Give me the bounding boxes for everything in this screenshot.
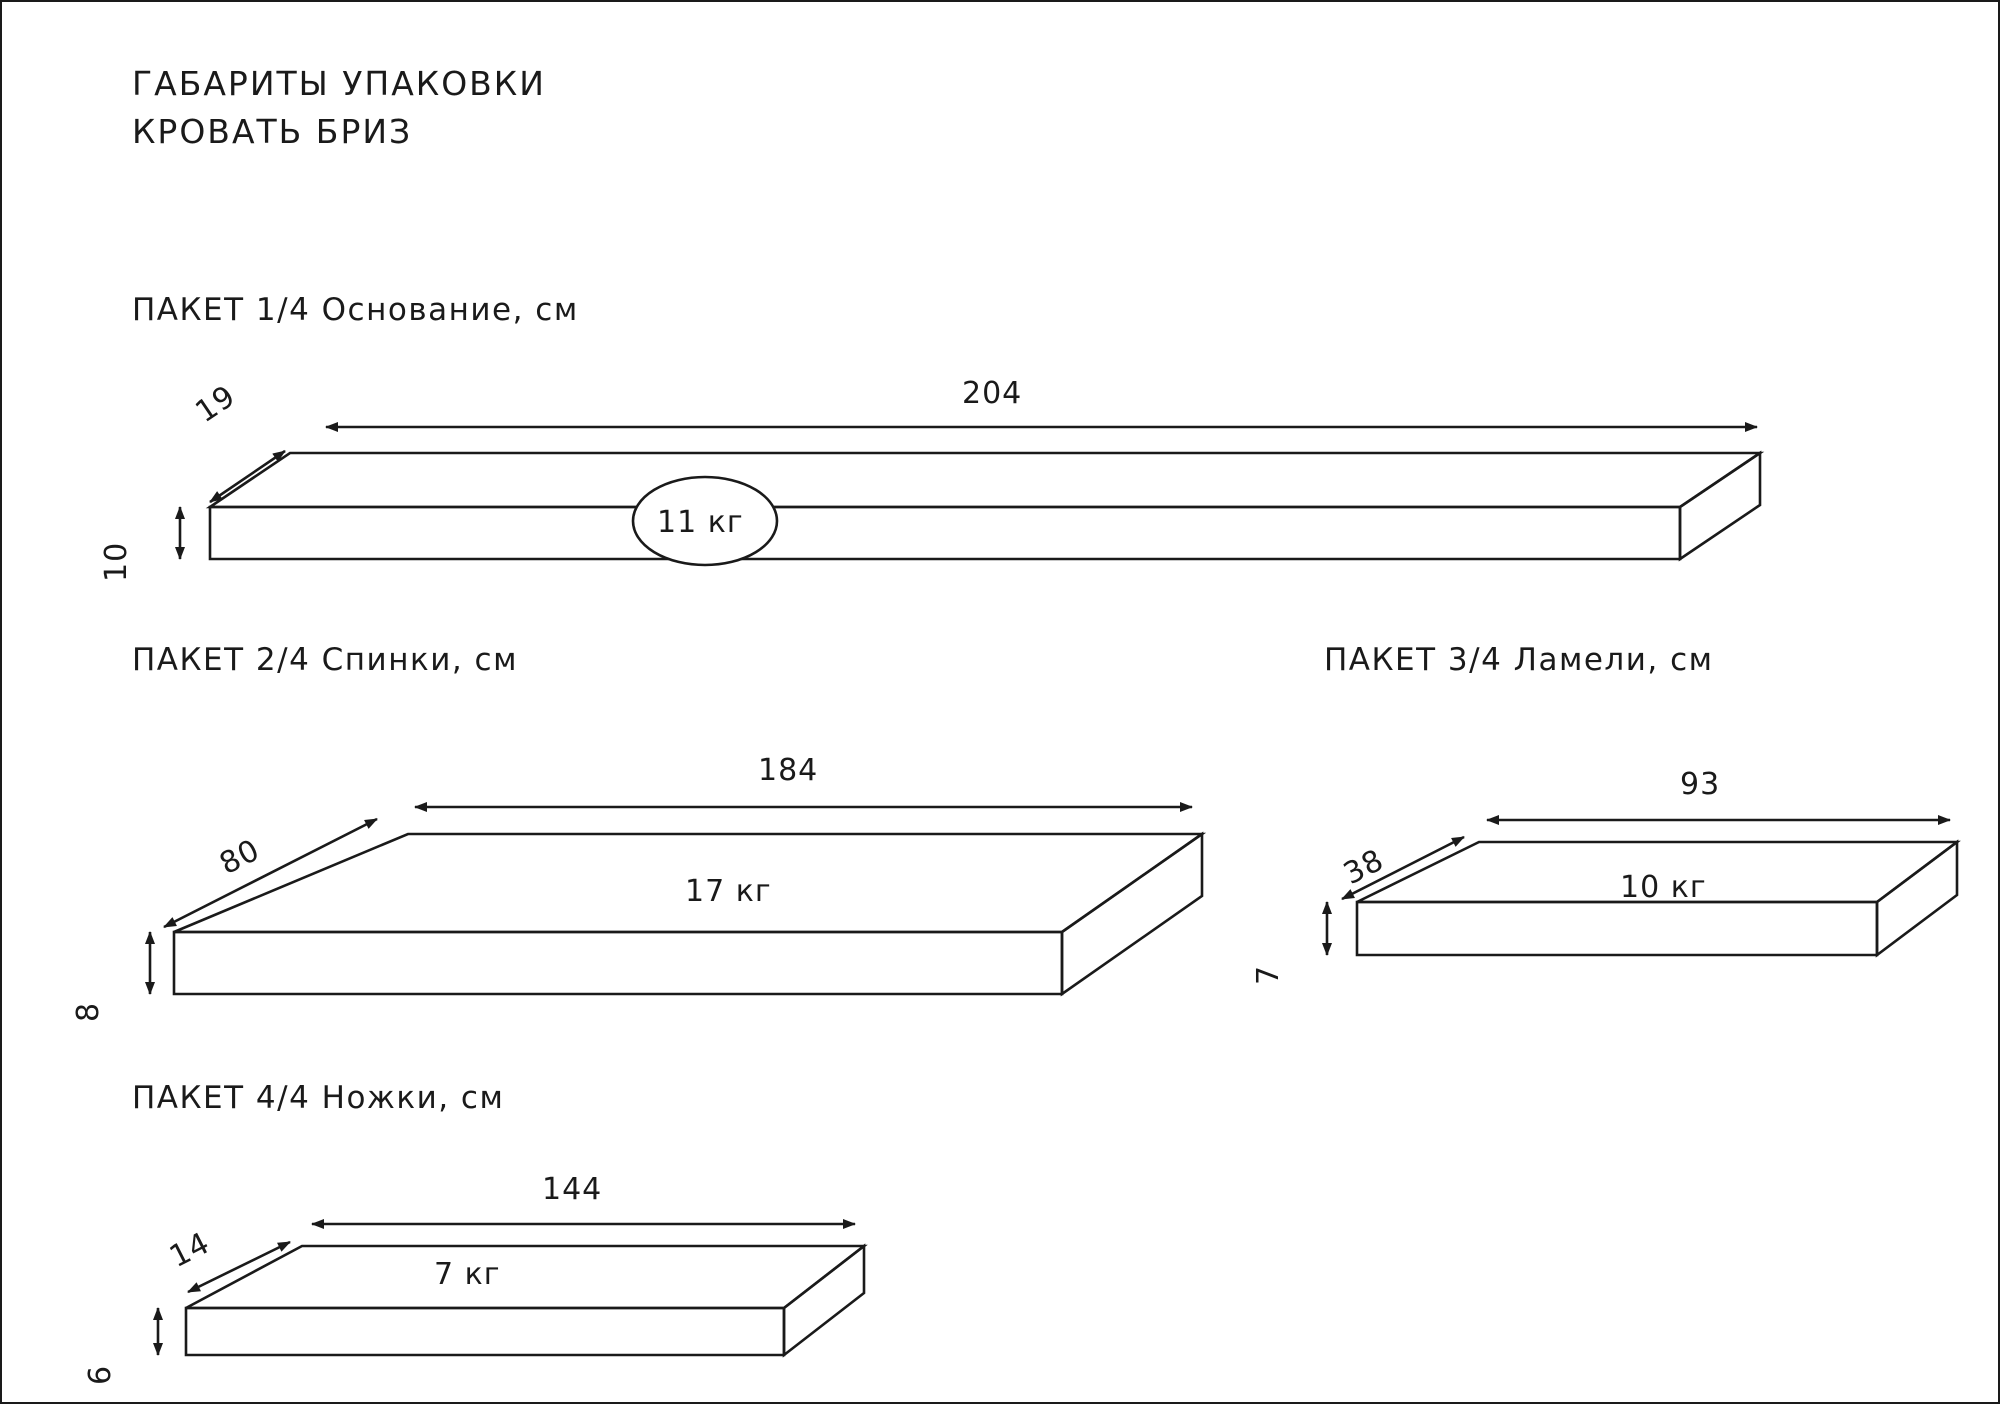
package-2-length-label: 184 — [758, 753, 819, 788]
package-2-box — [174, 834, 1202, 994]
package-1-weight-label: 11 кг — [657, 505, 744, 540]
package-1-width-dimension-line — [210, 451, 285, 502]
package-3-heading: ПАКЕТ 3/4 Ламели, см — [1324, 642, 1714, 678]
package-1-length-label: 204 — [962, 376, 1023, 411]
package-2-width-label: 80 — [214, 832, 266, 882]
package-3-length-label: 93 — [1680, 767, 1721, 802]
package-2-weight-label: 17 кг — [685, 874, 772, 909]
package-drawings — [2, 2, 2000, 1406]
package-2-width-dimension-line — [164, 819, 377, 927]
package-1-width-label: 19 — [189, 378, 243, 430]
package-4-width-label: 14 — [164, 1225, 216, 1275]
package-4-height-label: 6 — [83, 1364, 118, 1385]
package-1-box — [210, 453, 1760, 559]
document-title-line-1: ГАБАРИТЫ УПАКОВКИ — [132, 64, 546, 103]
package-4-length-label: 144 — [542, 1172, 603, 1207]
package-3-weight-label: 10 кг — [1620, 870, 1707, 905]
package-1-height-label: 10 — [99, 541, 134, 582]
package-1-heading: ПАКЕТ 1/4 Основание, см — [132, 292, 579, 328]
package-4-weight-label: 7 кг — [434, 1257, 501, 1292]
document-title-line-2: КРОВАТЬ БРИЗ — [132, 111, 413, 151]
package-2-heading: ПАКЕТ 2/4 Спинки, см — [132, 642, 518, 678]
package-3-width-label: 38 — [1338, 842, 1390, 892]
package-2-height-label: 8 — [71, 1001, 106, 1022]
package-4-heading: ПАКЕТ 4/4 Ножки, см — [132, 1080, 505, 1116]
package-4-box — [186, 1246, 864, 1355]
package-3-height-label: 7 — [1251, 964, 1286, 985]
